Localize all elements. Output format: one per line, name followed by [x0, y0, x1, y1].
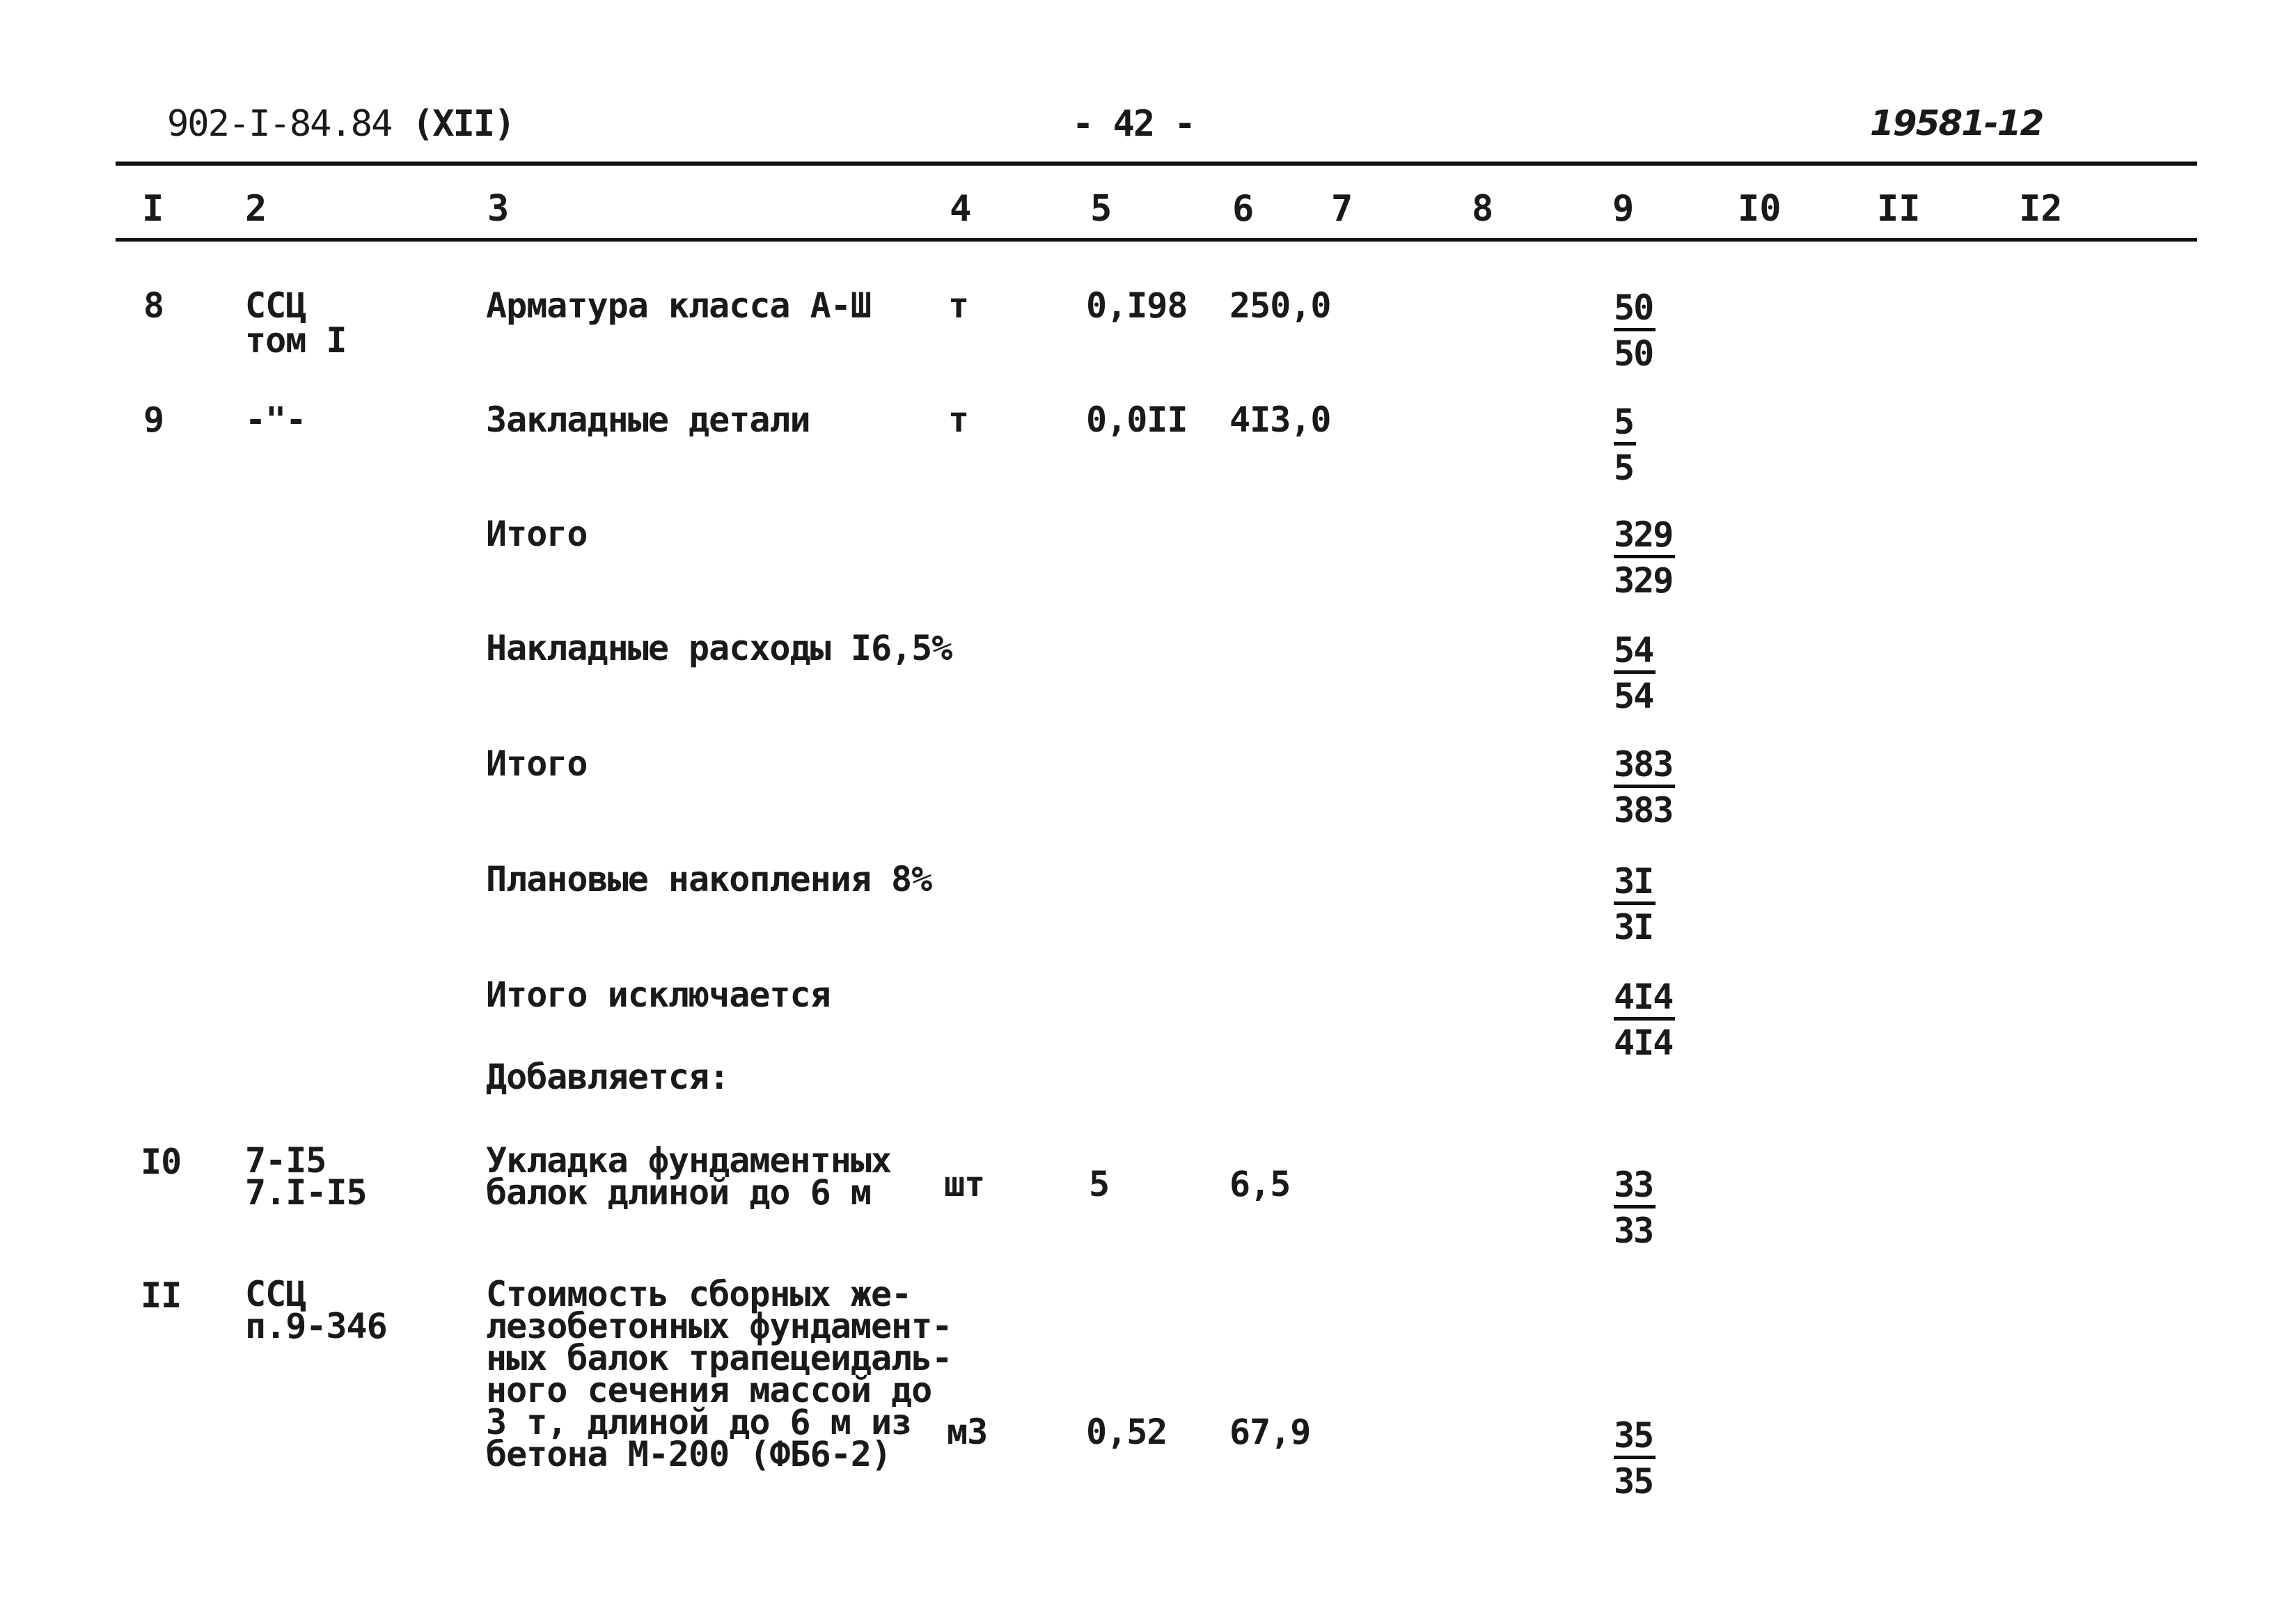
cost-numerator: 383: [1614, 744, 1675, 788]
row-quantity: 5: [1089, 1164, 1110, 1204]
cost-numerator: 33: [1614, 1165, 1656, 1208]
row-description: Добавляется:: [486, 1057, 730, 1097]
cost-denominator: 329: [1614, 560, 1673, 601]
column-header-6: 6: [1232, 188, 1255, 230]
row-cost: [1614, 285, 1656, 376]
row-cost: [1614, 859, 1656, 950]
row-cost: [1614, 512, 1675, 603]
row-reference: 7-I5 7.I-I5: [245, 1140, 367, 1213]
row-reference: ССЦ том I: [245, 285, 347, 361]
column-header-5: 5: [1090, 188, 1112, 230]
row-description: Закладные детали: [486, 400, 810, 440]
row-quantity: 0,52: [1086, 1412, 1167, 1452]
row-description: Итого: [486, 514, 588, 554]
row-number: 9: [143, 400, 164, 440]
row-number: I0: [141, 1142, 182, 1182]
cost-numerator: 35: [1614, 1415, 1656, 1459]
row-quantity: 0,I98: [1086, 285, 1188, 326]
row-cost: [1614, 1413, 1656, 1504]
cost-numerator: 54: [1614, 630, 1656, 674]
row-unit: т: [948, 285, 969, 326]
document-code: 902-I-84.84: [167, 103, 392, 145]
row-description: Итого исключается: [486, 975, 831, 1015]
cost-numerator: 3I: [1614, 861, 1656, 905]
row-description: Укладка фундаментных балок длиной до 6 м: [486, 1140, 892, 1213]
column-header-2: 2: [245, 188, 267, 230]
cost-denominator: 33: [1614, 1211, 1653, 1251]
cost-denominator: 50: [1614, 333, 1653, 374]
row-unit: т: [948, 400, 969, 440]
row-description: Итого: [486, 743, 588, 784]
cost-numerator: 329: [1614, 514, 1675, 558]
column-header-4: 4: [950, 188, 972, 230]
row-cost: [1614, 628, 1656, 718]
column-header-7: 7: [1331, 188, 1353, 230]
cost-numerator: 4I4: [1614, 977, 1675, 1021]
column-header-10: I0: [1738, 188, 1782, 230]
row-unit-price: 6,5: [1229, 1164, 1291, 1204]
cost-denominator: 5: [1614, 448, 1634, 488]
column-header-11: II: [1877, 188, 1921, 230]
cost-numerator: 5: [1614, 402, 1636, 446]
row-unit-price: 250,0: [1229, 285, 1331, 326]
row-number: II: [141, 1275, 182, 1316]
row-cost: [1614, 1163, 1656, 1253]
row-description: Стоимость сборных же- лезобетонных фундамент- ных балок трапецеидаль- ного сечения массой до 3 т, длиной до 6 м из бетона М-200 (ФБ6-2): [486, 1274, 952, 1474]
row-description: Накладные расходы I6,5%: [486, 628, 952, 668]
column-header-1: I: [142, 188, 164, 230]
row-cost: [1614, 400, 1636, 490]
row-unit: шт: [944, 1164, 985, 1204]
header-rule-bottom: [116, 238, 2197, 242]
cost-denominator: 35: [1614, 1461, 1653, 1502]
row-description: Плановые накопления 8%: [486, 859, 932, 899]
document-series: (XII): [412, 103, 514, 145]
document-number: 19581-12: [1870, 103, 2043, 143]
column-header-12: I2: [2019, 188, 2063, 230]
cost-numerator: 50: [1614, 288, 1656, 331]
row-number: 8: [143, 285, 164, 326]
row-reference: -"-: [245, 400, 306, 440]
header-rule-top: [116, 162, 2197, 166]
cost-denominator: 3I: [1614, 907, 1653, 947]
cost-denominator: 4I4: [1614, 1023, 1673, 1063]
column-header-3: 3: [487, 188, 510, 230]
column-header-8: 8: [1472, 188, 1494, 230]
row-cost: [1614, 975, 1675, 1065]
page-number: - 42 -: [1072, 103, 1195, 145]
row-unit-price: 67,9: [1229, 1412, 1311, 1452]
row-description: Арматура класса А-Ш: [486, 285, 871, 326]
row-quantity: 0,0II: [1086, 400, 1188, 440]
row-cost: [1614, 742, 1675, 833]
cost-denominator: 54: [1614, 676, 1653, 716]
column-header-9: 9: [1612, 188, 1635, 230]
row-unit-price: 4I3,0: [1229, 400, 1331, 440]
row-unit: м3: [947, 1412, 988, 1452]
cost-denominator: 383: [1614, 790, 1673, 830]
row-reference: ССЦ п.9-346: [245, 1274, 387, 1346]
